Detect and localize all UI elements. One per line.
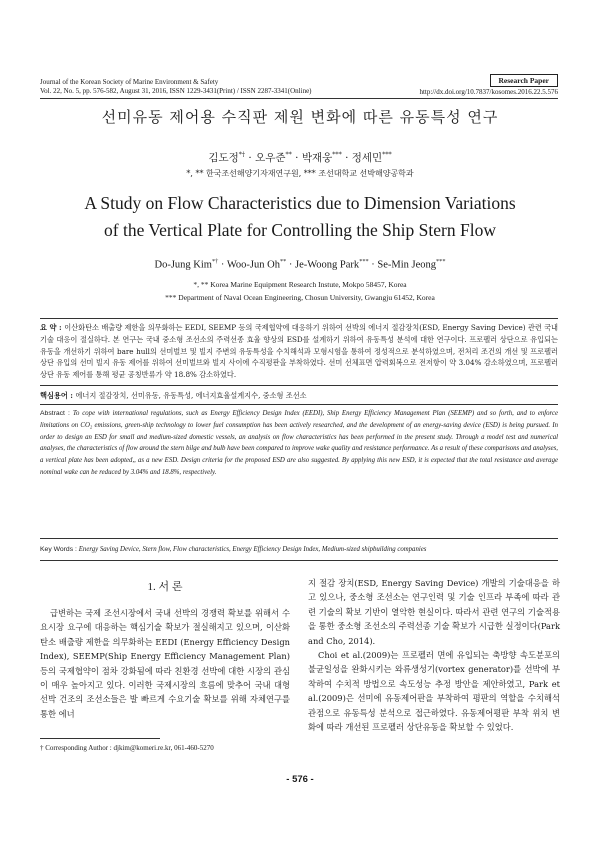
english-author-1: Do-Jung Kim [154, 259, 212, 271]
english-keywords [40, 544, 558, 556]
english-author-2-mark: ** [279, 258, 287, 265]
korean-author-4: · 정세민 [341, 152, 383, 164]
korean-author-2: · 오우준 [245, 152, 286, 164]
page-number: - 576 - [286, 774, 314, 785]
english-abstract-label: Abstract : [40, 410, 73, 417]
korean-authors [0, 150, 600, 165]
header-rule [40, 98, 558, 99]
left-column-paragraph: 급변하는 국제 조선시장에서 국내 선박의 경쟁력 확보를 위해서 수요시장 요구에 대응하는 핵심기술 확보가 절실해지고 있으며, 이산화탄소 배출량 제한을 의무화하는 EEDI (Energy Efficiency Design Index), SEEMP(Ship Energy Efficiency Management Plan) 등의 국제협약이 점차 강화됨에 따라 친환경 선박에 대한 시장의 관심이 매우 높아지고 있다. 이러한 국제시장의 흐름에 맞추어 국내 대형선박 건조의 조선소들은 발 빠르게 수요기술 확보를 위해 자체연구를 통한 에너 [40, 608, 290, 719]
english-author-3-mark: *** [359, 258, 369, 265]
english-title [60, 190, 540, 244]
korean-author-4-mark: *** [382, 151, 392, 159]
doi-link[interactable]: http://dx.doi.org/10.7837/kosomes.2016.22.5.576 [419, 88, 558, 96]
english-author-3: · Je-Woong Park [286, 259, 360, 271]
english-author-4-mark: *** [436, 258, 446, 265]
english-keywords-label: Key Words : [40, 546, 79, 553]
korean-author-3-mark: *** [332, 151, 342, 159]
korean-abstract-text: 이산화탄소 배출량 제한을 의무화하는 EEDI, SEEMP 등의 국제협약에 대응하기 위하여 선박의 에너지 절감장치(ESD, Energy Saving Device) 관련 국내기술 대응이 절실하다. 본 연구는 국내 중소형 조선소의 주력선종 효율 향상의 ESD를 설계하기 위하여 유동특성 분석에 대한 연구이다. 프로펠러 상단으로 유입되는 유동을 개선하기 위하여 bare hull의 선미벌브 및 빌지 주변의 유동특성을 수치해석과 모형시험을 통하여 정성적으로 분석하였으며, 전처리 조건의 개선 및 프로펠러 상단 유입의 선미 빌지 유동 제어를 위하여 선미벌브와 빌지 사이에 수직평판을 부착하였다. 선미 선체표면 압력회복으로 전저항이 약 3.04% 감소하였으며, 프로펠러 상단 유동 제어를 통해 평균 공칭반류가 약 18.8% 감소하였다. [40, 323, 559, 380]
english-abstract [40, 408, 558, 479]
korean-author-1: 김도정 [208, 152, 239, 164]
volume-line: Vol. 22, No. 5, pp. 576-582, August 31, 2016, ISSN 1229-3431(Print) / ISSN 2287-3341(Online) [40, 87, 312, 95]
english-abstract-rule [40, 538, 558, 539]
english-author-2: · Woo-Jun Oh [218, 259, 280, 271]
english-abstract-text: To cope with international regulations, such as Energy Efficiency Design Index (EEDI), Ship Energy Efficiency Management Plan (SEEMP) and so forth, and to enforce limitations on CO₂ emissions, green-ship technology to lower fuel consumption has been actively researched, and the development of an energy-saving device (ESD) is being pursued. In order to design an ESD for small and medium-sized domestic vessels, an analysis on flow characteristics has been performed in the present study. Through a model test and numerical analyses, the characteristics of flow around the stern bilge and bulb have been compared to improve wake quality and resistance performance. As a result of these comparisons and analyses, a vertical plate has been adopted,, as a new ESD. Design criteria for the proposed ESD are also suggested. By applying this new ESD, it is expected that the total resistance and average nominal wake can be reduced by 3.04% and 18.8%, respectively. [40, 410, 558, 476]
journal-name: Journal of the Korean Society of Marine Environment & Safety [40, 78, 219, 86]
keywords-bottom-rule [40, 560, 558, 561]
korean-keywords [40, 390, 558, 402]
english-authors [0, 258, 600, 271]
section-heading: 1. 서 론 [147, 581, 183, 593]
right-column-paragraph-2: Choi et al.(2009)는 프로펠러 면에 유입되는 축방향 속도분포의 불균일성을 완화시키는 와류생성기(vortex generator)를 선박에 부착하여 수치적 방법으로 속도성능 추정 방안을 제안하였고, Park et al.(2009)은 선미에 유동제어판을 부착하여 평판의 역할을 수치해석 관점으로 유동특성 분석으로 접근하였다. 유동제어평판 부착 위치 변화에 따라 개선된 프로펠러 상단유동을 확보할 수 있었다. [308, 650, 560, 733]
korean-keywords-label: 핵심용어 : [40, 391, 76, 400]
research-paper-badge: Research Paper [490, 74, 558, 87]
english-title-line-2: of the Vertical Plate for Controlling the Ship Stern Flow [104, 220, 496, 240]
english-keywords-text: Energy Saving Device, Stern flow, Flow characteristics, Energy Efficiency Design Index, Medium-sized shipbuilding companies [78, 546, 427, 553]
korean-abstract-rule [40, 385, 558, 386]
korean-abstract-label: 요 약 : [40, 323, 65, 332]
right-column-paragraph-1: 지 절감 장치(ESD, Energy Saving Device) 개발의 기술대응을 하고 있으나, 중소형 조선소는 연구인력 및 기술 인프라 부족에 따라 관련 기술의 확보 기반이 열악한 현실이다. 따라서 관련 연구의 기술적용을 통한 중소형 조선소의 주력선종 기술 확보가 시급한 실정이다(Park and Cho, 2014). [308, 578, 560, 646]
journal-header [40, 78, 312, 96]
english-author-4: · Se-Min Jeong [368, 259, 437, 271]
abstract-top-rule [40, 318, 558, 319]
korean-author-1-mark: *† [238, 151, 246, 159]
korean-keywords-rule [40, 404, 558, 405]
english-author-1-mark: *† [211, 258, 219, 265]
english-affiliation-1: *, ** Korea Marine Equipment Research Instute, Mokpo 58457, Korea [193, 280, 407, 289]
korean-author-2-mark: ** [285, 151, 292, 159]
footnote-rule [40, 738, 160, 739]
korean-title: 선미유동 제어용 수직판 제원 변화에 따른 유동특성 연구 [101, 108, 499, 126]
korean-keywords-text: 에너지 절감장치, 선미유동, 유동특성, 에너지효율설계지수, 중소형 조선소 [75, 391, 307, 400]
korean-abstract [40, 322, 558, 381]
english-affiliation-2: *** Department of Naval Ocean Engineering, Chosun University, Gwangju 61452, Korea [165, 293, 435, 302]
footnote: † Corresponding Author : djkim@komeri.re.kr, 061-460-5270 [40, 744, 214, 752]
korean-affiliation: *, ** 한국조선해양기자재연구원, *** 조선대학교 선박해양공학과 [186, 169, 414, 178]
korean-author-3: · 박재웅 [291, 152, 333, 164]
right-column [308, 576, 560, 734]
english-title-line-1: A Study on Flow Characteristics due to Dimension Variations [84, 193, 516, 213]
